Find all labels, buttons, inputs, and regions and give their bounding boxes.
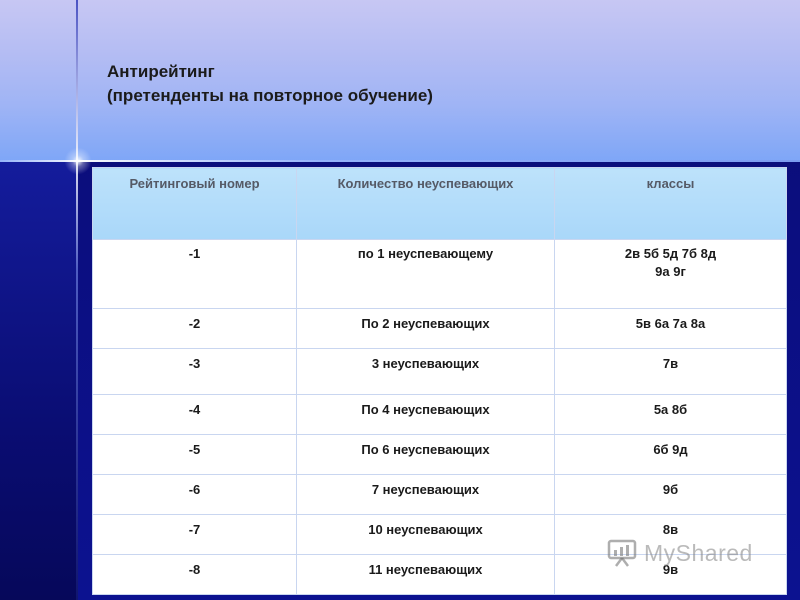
cell-count: 11 неуспевающих bbox=[297, 555, 555, 595]
slide-title-line-1: Антирейтинг bbox=[107, 62, 215, 81]
cell-count: По 4 неуспевающих bbox=[297, 395, 555, 435]
cell-classes-line-2: 9а 9г bbox=[655, 264, 686, 279]
header-classes: классы bbox=[555, 168, 787, 240]
cell-count: по 1 неуспевающему bbox=[297, 240, 555, 309]
cell-rank: -1 bbox=[93, 240, 297, 309]
antirating-table-container bbox=[92, 167, 786, 588]
slide-title bbox=[107, 60, 433, 108]
header-failing-count: Количество неуспевающих bbox=[297, 168, 555, 240]
cell-count: 7 неуспевающих bbox=[297, 475, 555, 515]
horizontal-decor-line bbox=[0, 160, 800, 162]
cell-rank: -3 bbox=[93, 349, 297, 395]
cell-classes: 7в bbox=[555, 349, 787, 395]
cell-classes: 8в bbox=[555, 515, 787, 555]
cell-rank: -4 bbox=[93, 395, 297, 435]
cell-classes: 9б bbox=[555, 475, 787, 515]
table-row bbox=[93, 240, 787, 309]
cell-classes bbox=[555, 240, 787, 309]
cell-rank: -2 bbox=[93, 309, 297, 349]
cell-count: 10 неуспевающих bbox=[297, 515, 555, 555]
antirating-table bbox=[92, 167, 787, 595]
cell-classes: 5а 8б bbox=[555, 395, 787, 435]
cell-classes-line-1: 2в 5б 5д 7б 8д bbox=[624, 246, 717, 261]
cell-rank: -5 bbox=[93, 435, 297, 475]
cell-count: 3 неуспевающих bbox=[297, 349, 555, 395]
cell-rank: -7 bbox=[93, 515, 297, 555]
cell-count: По 2 неуспевающих bbox=[297, 309, 555, 349]
table-row bbox=[93, 349, 787, 395]
table-row bbox=[93, 475, 787, 515]
sparkle-decor bbox=[62, 145, 94, 177]
table-row bbox=[93, 435, 787, 475]
slide-title-line-2: (претенденты на повторное обучение) bbox=[107, 86, 433, 105]
watermark bbox=[606, 537, 766, 569]
presentation-board-icon bbox=[606, 538, 638, 568]
cell-count: По 6 неуспевающих bbox=[297, 435, 555, 475]
left-side-shade bbox=[0, 162, 78, 600]
cell-rank: -6 bbox=[93, 475, 297, 515]
table-header-row bbox=[93, 168, 787, 240]
table-row bbox=[93, 395, 787, 435]
table-row bbox=[93, 309, 787, 349]
header-rating-number: Рейтинговый номер bbox=[93, 168, 297, 240]
cell-classes: 9в bbox=[555, 555, 787, 595]
vertical-decor-line bbox=[76, 0, 78, 600]
cell-classes: 6б 9д bbox=[555, 435, 787, 475]
cell-classes: 5в 6а 7а 8а bbox=[555, 309, 787, 349]
cell-rank: -8 bbox=[93, 555, 297, 595]
watermark-text: MyShared bbox=[644, 539, 753, 566]
